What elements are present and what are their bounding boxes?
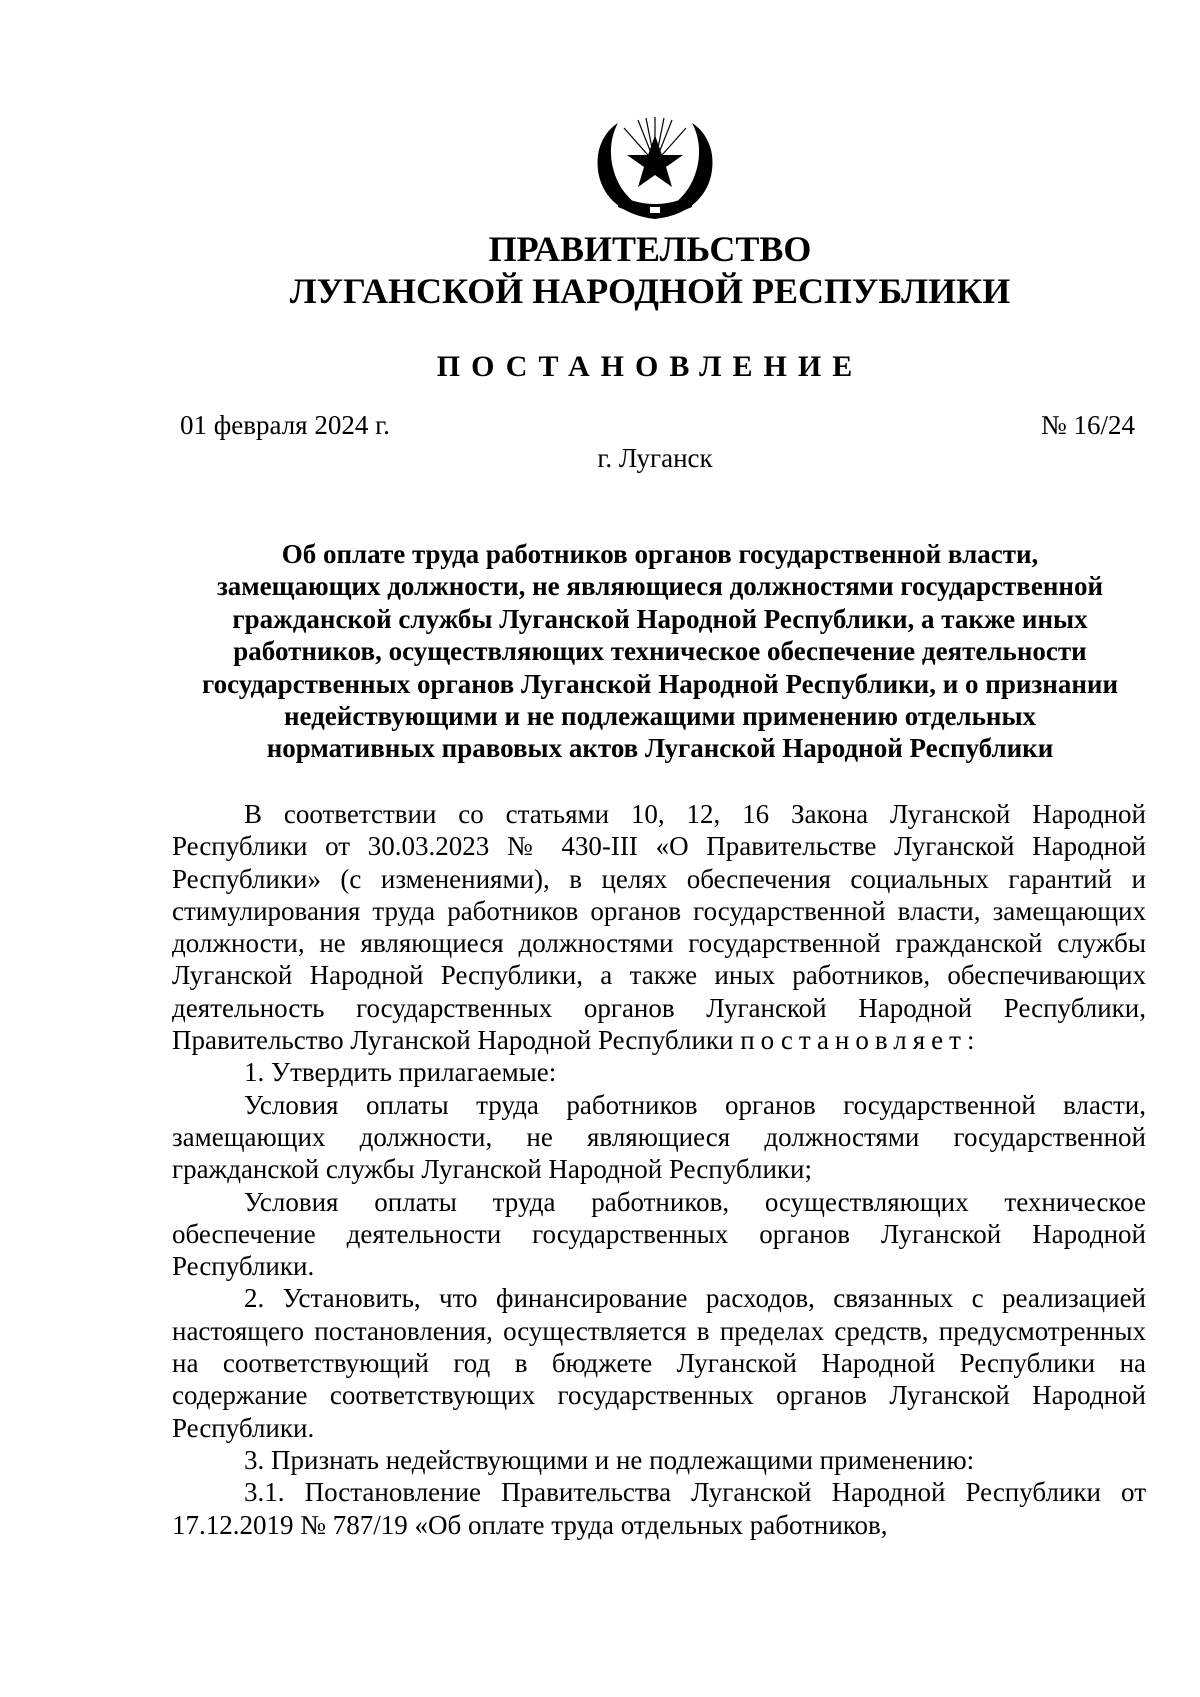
clause-2: 2. Установить, что финансирование расходов, связанных с реализацией настоящего постановления, осуществляется в пределах средств, предусмотренных на соответствующий год в бюджете Луганской Народной Республики на содержание соответствующих государственных органов Луганской Народной Республики.: [172, 1283, 1146, 1443]
document-city: г. Луганск: [597, 443, 713, 473]
government-name-line1: ПРАВИТЕЛЬСТВО: [488, 229, 812, 269]
clause-1-item-b: Условия оплаты труда работников, осуществляющих техническое обеспечение деятельности государственных органов Луганской Народной Республики.: [172, 1186, 1146, 1282]
document-body: [172, 798, 1146, 1541]
clause-3-1: 3.1. Постановление Правительства Луганской Народной Республики от 17.12.2019 № 787/19 «Об оплате труда отдельных работников,: [172, 1477, 1146, 1540]
resolves-word: постановляет: [740, 1025, 967, 1056]
title-line: гражданской службы Луганской Народной Республики, а также иных: [232, 603, 1088, 634]
title-line: нормативных правовых актов Луганской Народной Республики: [266, 733, 1054, 764]
title-line: государственных органов Луганской Народной Республики, и о признании: [202, 668, 1118, 699]
government-name-line2: ЛУГАНСКОЙ НАРОДНОЙ РЕСПУБЛИКИ: [289, 271, 1011, 311]
title-line: Об оплате труда работников органов государственной власти,: [281, 539, 1039, 569]
document-title: [172, 538, 1148, 765]
preamble-paragraph: [172, 798, 1146, 1056]
clause-1-item-a: Условия оплаты труда работников органов государственной власти, замещающих должности, не являющиеся должностями государственной гражданской службы Луганской Народной Республики;: [172, 1089, 1146, 1185]
clause-3: 3. Признать недействующими и не подлежащими применению:: [244, 1444, 975, 1475]
coat-of-arms-icon: [588, 111, 722, 225]
preamble-colon: :: [966, 1025, 975, 1056]
document-type: ПОСТАНОВЛЕНИЕ: [436, 350, 864, 383]
title-line: недействующими и не подлежащими применению отдельных: [283, 701, 1037, 732]
preamble-text: В соответствии со статьями 10, 12, 16 Закона Луганской Народной Республики от 30.03.2023 № 430-III «О Правительстве Луганской Народной Республики» (с изменениями), в целях обеспечения социальных гарантий и стимулирования труда работников органов государственной власти, замещающих должности, не являющиеся должностями государственной гражданской службы Луганской Народной Республики, а также иных работников, обеспечивающих деятельность государственных органов Луганской Народной Республики, Правительство Луганской Народной Республики: [172, 799, 1146, 1056]
title-line: работников, осуществляющих техническое обеспечение деятельности: [233, 636, 1087, 667]
document-number: № 16/24: [1040, 410, 1135, 440]
clause-1: 1. Утвердить прилагаемые:: [244, 1057, 557, 1088]
document-date: 01 февраля 2024 г.: [180, 410, 390, 440]
title-line: замещающих должности, не являющиеся должностями государственной: [216, 571, 1104, 602]
